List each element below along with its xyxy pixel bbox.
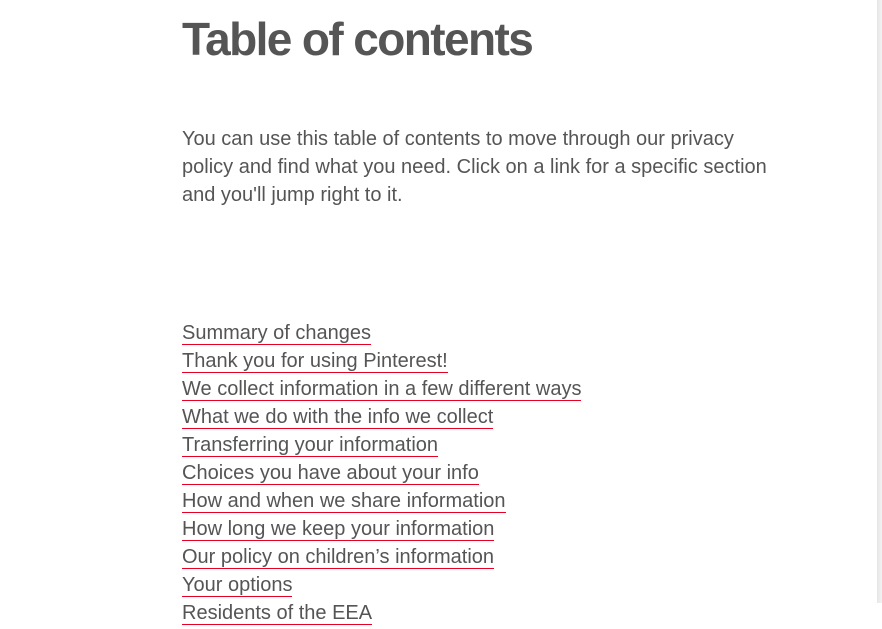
toc-item — [182, 375, 772, 403]
toc-item — [182, 571, 772, 599]
toc-link-summary-of-changes[interactable]: Summary of changes — [182, 322, 371, 344]
toc-link-residents-eea[interactable]: Residents of the EEA — [182, 602, 373, 624]
toc-item — [182, 543, 772, 571]
toc-item — [182, 487, 772, 515]
toc-link-thank-you[interactable]: Thank you for using Pinterest! — [182, 350, 448, 372]
toc-item — [182, 319, 772, 347]
toc-item — [182, 599, 772, 627]
toc-item — [182, 403, 772, 431]
toc-section — [182, 0, 772, 627]
toc-link-your-options[interactable]: Your options — [182, 574, 293, 596]
toc-link-transferring[interactable]: Transferring your information — [182, 434, 439, 456]
scrollbar-track[interactable] — [877, 0, 882, 603]
page-title: Table of contents — [182, 13, 533, 65]
table-of-contents-list — [182, 319, 772, 627]
toc-link-choices[interactable]: Choices you have about your info — [182, 462, 479, 484]
toc-link-childrens-information[interactable]: Our policy on children’s information — [182, 546, 495, 568]
toc-item — [182, 347, 772, 375]
toc-item — [182, 431, 772, 459]
toc-item — [182, 459, 772, 487]
toc-link-we-collect-information[interactable]: We collect information in a few different ways — [182, 378, 582, 400]
toc-link-how-long-we-keep[interactable]: How long we keep your information — [182, 518, 495, 540]
intro-paragraph: You can use this table of contents to move through our privacy policy and find what you need. Click on a link for a specific section and you'll jump right to it. — [182, 128, 767, 206]
toc-link-what-we-do[interactable]: What we do with the info we collect — [182, 406, 494, 428]
toc-link-how-and-when-we-share[interactable]: How and when we share information — [182, 490, 506, 512]
toc-item — [182, 515, 772, 543]
